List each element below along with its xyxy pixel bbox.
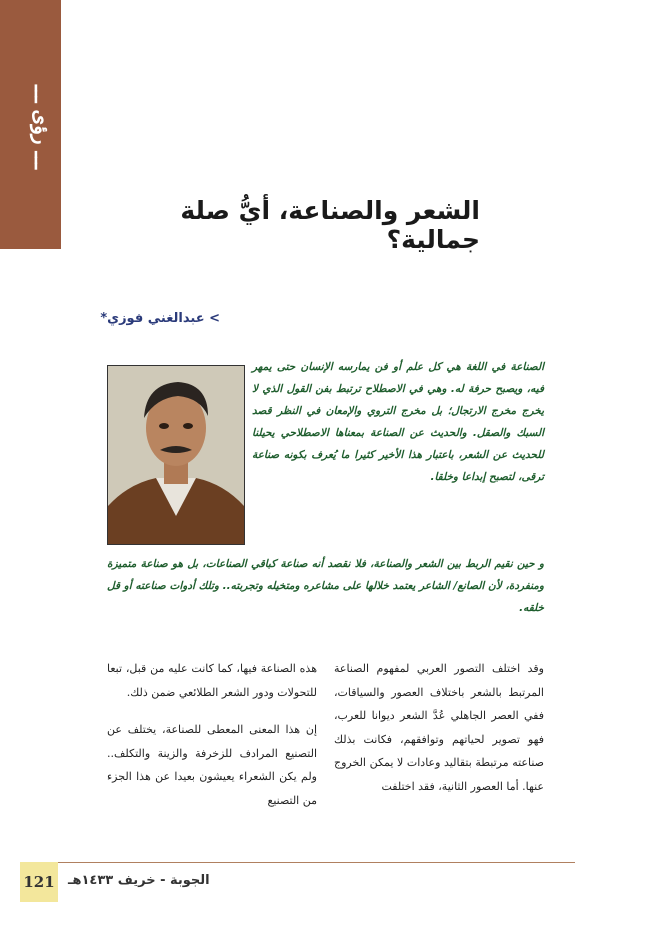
- intro-paragraph-1: الصناعة في اللغة هي كل علم أو فن يمارسه الإنسان حتى يمهر فيه، ويصبح حرفة له. وهي في الاصطلاح ترتبط بفن القول الذي لا يخرج مخرج الارتجال؛ بل مخرج التروي والإمعان في النظر قصد السبك والصقل. والحديث عن الصناعة بمعناها الاصطلاحي يحيلنا للحديث عن الشعر، باعتبار هذا الأخير كثيرا ما يُعرف بكونه صناعة ترقى، لتصبح إبداعا وخلقا.: [252, 361, 544, 483]
- body-paragraph: إن هذا المعنى المعطى للصناعة، يختلف عن التصنيع المرادف للزخرفة والزينة والتكلف.. ولم يكن الشعراء يعيشون بعيدا عن هذا الجزء من التصنيع: [107, 723, 317, 807]
- footer-divider: [20, 862, 575, 863]
- page-number: 121: [20, 862, 58, 902]
- body-paragraph: هذه الصناعة فيها، كما كانت عليه من قبل، تبعا للتحولات ودور الشعر الطلائعي ضمن ذلك.: [107, 662, 317, 699]
- section-label: ـــ رؤى ـــ: [30, 84, 54, 170]
- body-column-left: [107, 657, 317, 826]
- author-photo: [107, 365, 245, 545]
- footer-issue: الجوبة - خريف ١٤٣٣هـ: [68, 873, 210, 888]
- body-paragraph: وقد اختلف التصور العربي لمفهوم الصناعة المرتبط بالشعر باختلاف العصور والسياقات، ففي العصر الجاهلي عُدَّ الشعر ديوانا للعرب، فهو تصوير لحياتهم وتوافقهم، فكانت بذلك صناعته مرتبطة بتقاليد وعادات لا يمكن الخروج عنها. أما العصور الثانية، فقد اختلفت: [334, 662, 544, 793]
- section-band: [0, 0, 61, 249]
- author-name: > عبدالغني فوزي*: [100, 311, 220, 326]
- body-column-right: [334, 657, 544, 812]
- article-title: الشعر والصناعة، أيُّ صلة جمالية؟: [180, 196, 480, 254]
- intro-paragraph-2: و حين نقيم الربط بين الشعر والصناعة، فلا نقصد أنه صناعة كباقي الصناعات، بل هو صناعة متميزة ومنفردة، لأن الصانع/ الشاعر يعتمد خلالها على مشاعره ومتخيله وتجربته.. وتلك أدوات صناعته أو قل خلقه.: [107, 558, 544, 614]
